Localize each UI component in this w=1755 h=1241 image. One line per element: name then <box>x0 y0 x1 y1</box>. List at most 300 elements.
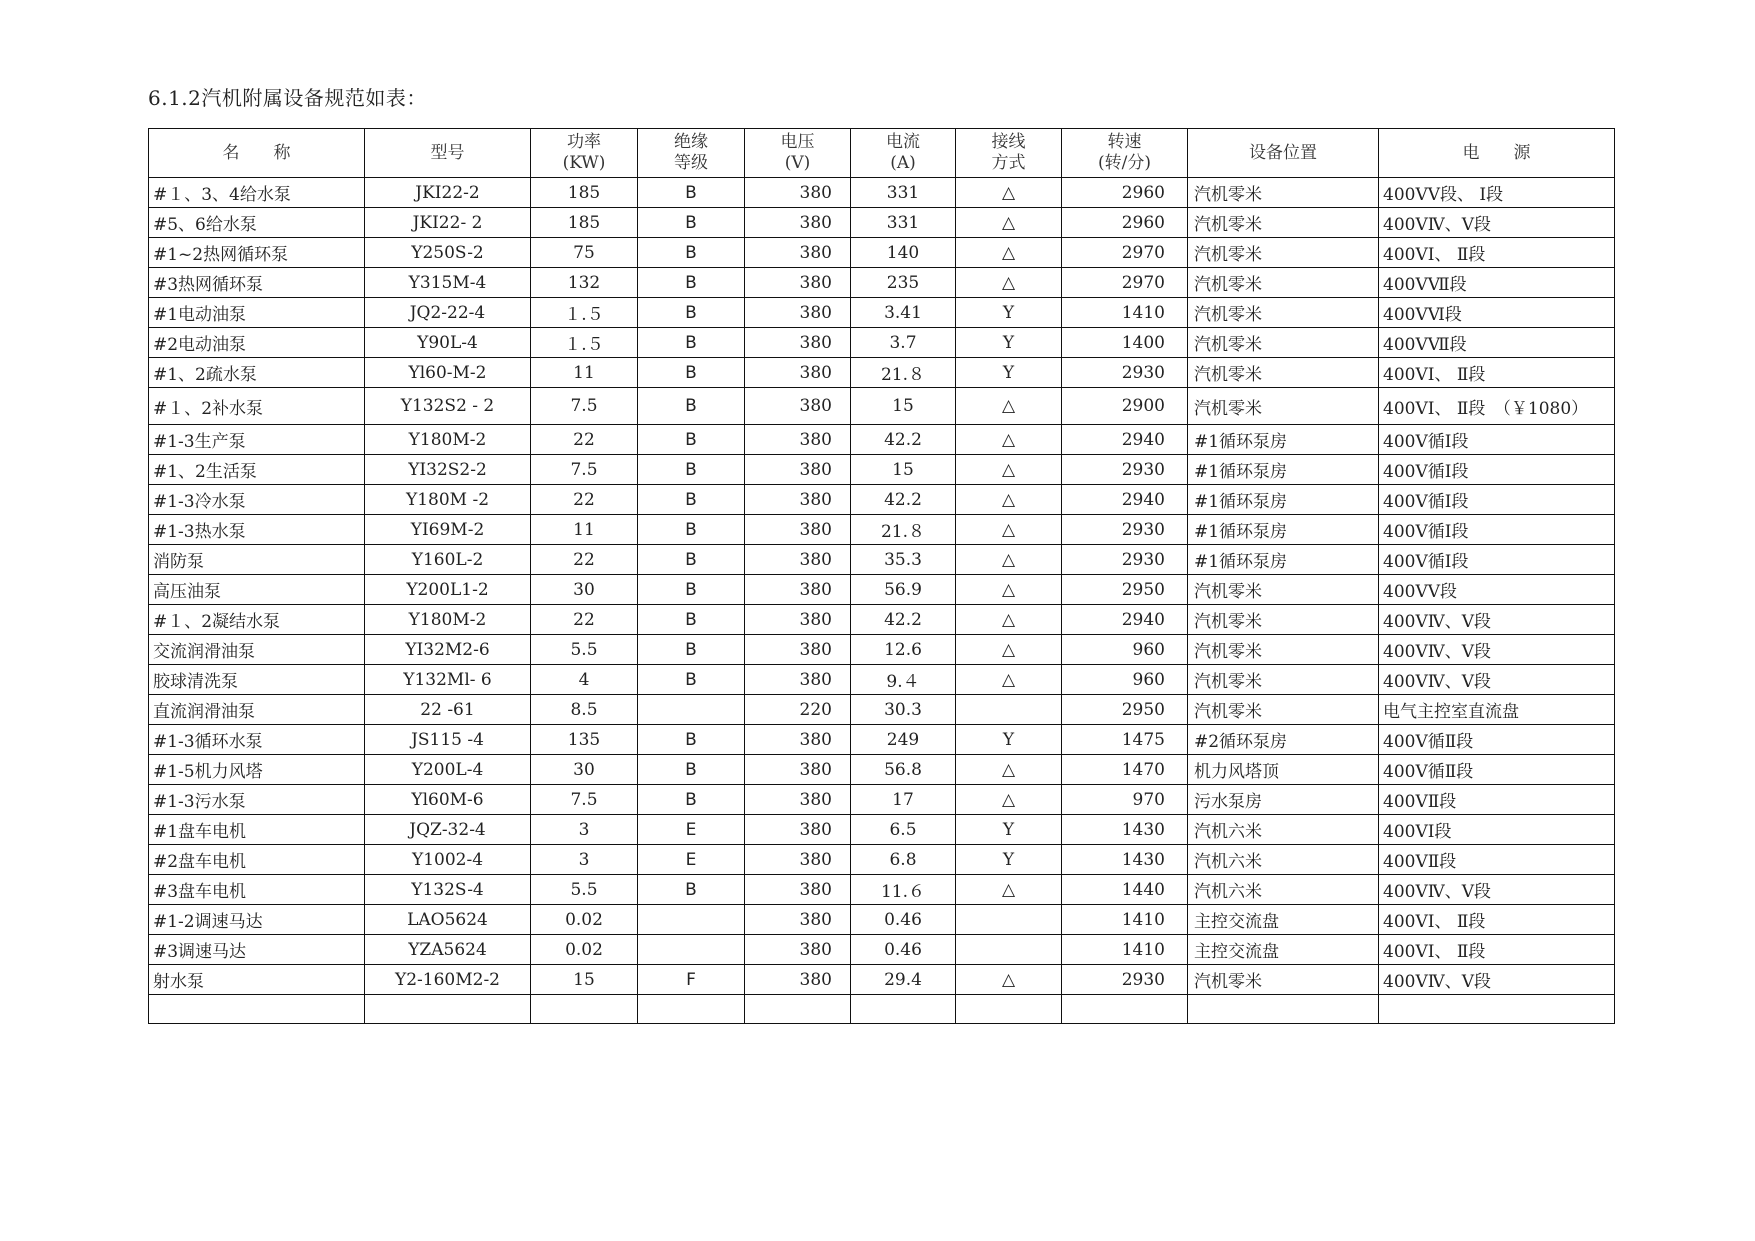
cell-name: #1盘车电机 <box>149 815 365 845</box>
cell-location: 汽机零米 <box>1188 665 1379 695</box>
cell-insulation <box>638 695 745 725</box>
column-header-line: 设备位置 <box>1249 142 1317 163</box>
cell-voltage: 220 <box>745 695 851 725</box>
cell-speed: 2970 <box>1062 238 1188 268</box>
cell-current: 6.5 <box>851 815 956 845</box>
cell-connection: Y <box>956 815 1062 845</box>
cell-current: 0.46 <box>851 935 956 965</box>
cell-power: 30 <box>531 755 638 785</box>
table-row <box>149 425 1615 455</box>
cell-model: Y250S-2 <box>365 238 531 268</box>
cell-voltage: 380 <box>745 298 851 328</box>
cell-insulation: B <box>638 755 745 785</box>
cell-location: 汽机零米 <box>1188 695 1379 725</box>
cell-power-source: 400VⅣ、Ⅴ段 <box>1379 605 1615 635</box>
cell-model: Yl60-M-2 <box>365 358 531 388</box>
empty-cell <box>638 995 745 1024</box>
cell-power-source: 400V循Ⅰ段 <box>1379 545 1615 575</box>
cell-name: 交流润滑油泵 <box>149 635 365 665</box>
cell-current: 12.6 <box>851 635 956 665</box>
cell-model: JQZ-32-4 <box>365 815 531 845</box>
table-row <box>149 575 1615 605</box>
cell-power-source: 400VⅥ段 <box>1379 298 1615 328</box>
cell-current: 331 <box>851 208 956 238</box>
cell-power-source: 电气主控室直流盘 <box>1379 695 1615 725</box>
cell-model: JQ2-22-4 <box>365 298 531 328</box>
cell-location: 汽机零米 <box>1188 178 1379 208</box>
cell-voltage: 380 <box>745 845 851 875</box>
cell-voltage: 380 <box>745 905 851 935</box>
cell-power-source: 400VⅤ段、 Ⅰ段 <box>1379 178 1615 208</box>
cell-model: Y2-160M2-2 <box>365 965 531 995</box>
cell-speed: 970 <box>1062 785 1188 815</box>
cell-connection <box>956 935 1062 965</box>
cell-location: 汽机六米 <box>1188 815 1379 845</box>
cell-power-source: 400V循Ⅰ段 <box>1379 455 1615 485</box>
cell-name: 射水泵 <box>149 965 365 995</box>
cell-location: 汽机零米 <box>1188 635 1379 665</box>
cell-insulation: B <box>638 545 745 575</box>
table-row <box>149 725 1615 755</box>
cell-connection: Y <box>956 725 1062 755</box>
cell-power-source: 400V循Ⅰ段 <box>1379 485 1615 515</box>
cell-name: 直流润滑油泵 <box>149 695 365 725</box>
cell-location: 机力风塔顶 <box>1188 755 1379 785</box>
column-header-insulation <box>638 129 745 178</box>
cell-speed: 1430 <box>1062 845 1188 875</box>
empty-table-row <box>149 995 1615 1024</box>
cell-power: 0.02 <box>531 935 638 965</box>
cell-power: 75 <box>531 238 638 268</box>
cell-connection: △ <box>956 575 1062 605</box>
cell-insulation: B <box>638 575 745 605</box>
cell-model: Y180M -2 <box>365 485 531 515</box>
empty-cell <box>149 995 365 1024</box>
table-row <box>149 785 1615 815</box>
cell-power: 11 <box>531 358 638 388</box>
cell-model: LAO5624 <box>365 905 531 935</box>
column-header-unit: 等级 <box>674 153 708 173</box>
cell-location: 汽机零米 <box>1188 208 1379 238</box>
cell-current: 30.3 <box>851 695 956 725</box>
cell-connection: △ <box>956 605 1062 635</box>
cell-insulation: F <box>638 965 745 995</box>
cell-speed: 2900 <box>1062 388 1188 425</box>
cell-location: 汽机零米 <box>1188 358 1379 388</box>
cell-location: 汽机零米 <box>1188 605 1379 635</box>
table-row <box>149 455 1615 485</box>
cell-model: YZA5624 <box>365 935 531 965</box>
cell-power: 0.02 <box>531 905 638 935</box>
cell-voltage: 380 <box>745 935 851 965</box>
cell-model: Y132Ml- 6 <box>365 665 531 695</box>
cell-model: YI32M2-6 <box>365 635 531 665</box>
cell-power: 15 <box>531 965 638 995</box>
cell-name: 高压油泵 <box>149 575 365 605</box>
cell-location: 汽机六米 <box>1188 875 1379 905</box>
cell-speed: 2940 <box>1062 605 1188 635</box>
cell-insulation: B <box>638 725 745 755</box>
cell-model: Y160L-2 <box>365 545 531 575</box>
cell-name: #１、2凝结水泵 <box>149 605 365 635</box>
cell-speed: 1475 <box>1062 725 1188 755</box>
cell-power-source: 400VⅣ、Ⅴ段 <box>1379 875 1615 905</box>
cell-current: 3.7 <box>851 328 956 358</box>
cell-power: 8.5 <box>531 695 638 725</box>
cell-model: JKI22-2 <box>365 178 531 208</box>
cell-current: 29.4 <box>851 965 956 995</box>
cell-power-source: 400VⅡ段 <box>1379 845 1615 875</box>
column-header-line: 电流 <box>886 132 920 152</box>
cell-name: #3盘车电机 <box>149 875 365 905</box>
cell-power-source: 400VⅣ、Ⅴ段 <box>1379 965 1615 995</box>
cell-power: 22 <box>531 485 638 515</box>
cell-power-source: 400VⅣ、Ⅴ段 <box>1379 208 1615 238</box>
cell-power: 132 <box>531 268 638 298</box>
cell-voltage: 380 <box>745 238 851 268</box>
cell-voltage: 380 <box>745 575 851 605</box>
cell-power-source: 400VⅦ段 <box>1379 268 1615 298</box>
empty-cell <box>1062 995 1188 1024</box>
cell-speed: 2950 <box>1062 695 1188 725</box>
cell-power: 5.5 <box>531 875 638 905</box>
cell-insulation: B <box>638 485 745 515</box>
cell-power-source: 400VⅠ段 <box>1379 815 1615 845</box>
empty-cell <box>745 995 851 1024</box>
cell-current: 15 <box>851 455 956 485</box>
cell-location: 汽机零米 <box>1188 238 1379 268</box>
cell-connection: △ <box>956 268 1062 298</box>
column-header-unit: (A) <box>890 153 916 173</box>
cell-power-source: 400VⅠ、 Ⅱ段 <box>1379 238 1615 268</box>
table-row <box>149 935 1615 965</box>
cell-power: 7.5 <box>531 388 638 425</box>
cell-power: 135 <box>531 725 638 755</box>
cell-power: 5.5 <box>531 635 638 665</box>
cell-connection <box>956 695 1062 725</box>
empty-cell <box>956 995 1062 1024</box>
table-row <box>149 545 1615 575</box>
cell-power: 3 <box>531 845 638 875</box>
cell-voltage: 380 <box>745 388 851 425</box>
cell-connection: Y <box>956 845 1062 875</box>
cell-connection: △ <box>956 455 1062 485</box>
cell-location: 汽机零米 <box>1188 965 1379 995</box>
cell-power-source: 400VⅠ、 Ⅱ段 <box>1379 358 1615 388</box>
cell-location: 汽机零米 <box>1188 388 1379 425</box>
cell-voltage: 380 <box>745 635 851 665</box>
cell-insulation: E <box>638 845 745 875</box>
cell-current: 249 <box>851 725 956 755</box>
cell-name: #1-3污水泵 <box>149 785 365 815</box>
table-row <box>149 755 1615 785</box>
column-header-model <box>365 129 531 178</box>
cell-location: 主控交流盘 <box>1188 935 1379 965</box>
cell-model: Yl60M-6 <box>365 785 531 815</box>
cell-voltage: 380 <box>745 425 851 455</box>
cell-location: #1循环泵房 <box>1188 515 1379 545</box>
cell-power-source: 400VⅣ、Ⅴ段 <box>1379 665 1615 695</box>
cell-current: 21.８ <box>851 358 956 388</box>
cell-speed: 2960 <box>1062 208 1188 238</box>
cell-connection <box>956 905 1062 935</box>
cell-model: YI69M-2 <box>365 515 531 545</box>
cell-current: 3.41 <box>851 298 956 328</box>
cell-name: #3热网循环泵 <box>149 268 365 298</box>
cell-current: 235 <box>851 268 956 298</box>
cell-speed: 2930 <box>1062 455 1188 485</box>
cell-connection: Y <box>956 298 1062 328</box>
cell-location: #2循环泵房 <box>1188 725 1379 755</box>
cell-insulation <box>638 905 745 935</box>
cell-connection: △ <box>956 545 1062 575</box>
cell-voltage: 380 <box>745 755 851 785</box>
cell-name: #1-3热水泵 <box>149 515 365 545</box>
cell-name: #2盘车电机 <box>149 845 365 875</box>
column-header-line: 转速 <box>1107 132 1142 152</box>
cell-location: #1循环泵房 <box>1188 455 1379 485</box>
cell-insulation: B <box>638 238 745 268</box>
table-row <box>149 298 1615 328</box>
cell-name: #1、2生活泵 <box>149 455 365 485</box>
cell-speed: 2930 <box>1062 358 1188 388</box>
cell-power-source: 400VⅠ、 Ⅱ段 （￥1080） <box>1379 388 1615 425</box>
cell-insulation: E <box>638 815 745 845</box>
table-body <box>149 178 1615 1024</box>
cell-connection: △ <box>956 485 1062 515</box>
cell-name: 消防泵 <box>149 545 365 575</box>
cell-power: 7.5 <box>531 785 638 815</box>
cell-insulation: B <box>638 298 745 328</box>
cell-speed: 1470 <box>1062 755 1188 785</box>
column-header-line: 电 源 <box>1462 142 1531 163</box>
cell-power-source: 400VⅠ、 Ⅱ段 <box>1379 905 1615 935</box>
cell-current: 21.８ <box>851 515 956 545</box>
cell-voltage: 380 <box>745 485 851 515</box>
cell-power: １.５ <box>531 328 638 358</box>
cell-speed: 1410 <box>1062 905 1188 935</box>
cell-model: Y180M-2 <box>365 425 531 455</box>
cell-speed: 2940 <box>1062 425 1188 455</box>
cell-model: JS115 -4 <box>365 725 531 755</box>
cell-insulation: B <box>638 268 745 298</box>
cell-name: #１、3、4给水泵 <box>149 178 365 208</box>
cell-insulation: B <box>638 328 745 358</box>
cell-location: 汽机六米 <box>1188 845 1379 875</box>
cell-connection: Y <box>956 358 1062 388</box>
column-header-power <box>531 129 638 178</box>
cell-power-source: 400VⅣ、Ⅴ段 <box>1379 635 1615 665</box>
cell-name: #1~2热网循环泵 <box>149 238 365 268</box>
cell-power-source: 400V循Ⅱ段 <box>1379 755 1615 785</box>
table-row <box>149 905 1615 935</box>
cell-connection: Y <box>956 328 1062 358</box>
cell-name: #1-3冷水泵 <box>149 485 365 515</box>
cell-power-source: 400V循Ⅰ段 <box>1379 515 1615 545</box>
cell-current: 6.8 <box>851 845 956 875</box>
cell-model: Y200L1-2 <box>365 575 531 605</box>
cell-name: #1-2调速马达 <box>149 905 365 935</box>
cell-voltage: 380 <box>745 515 851 545</box>
cell-connection: △ <box>956 515 1062 545</box>
table-row <box>149 388 1615 425</box>
column-header-unit: 方式 <box>991 153 1026 173</box>
cell-insulation: B <box>638 208 745 238</box>
cell-current: 17 <box>851 785 956 815</box>
empty-cell <box>1379 995 1615 1024</box>
table-row <box>149 965 1615 995</box>
column-header-location <box>1188 129 1379 178</box>
table-row <box>149 845 1615 875</box>
cell-location: #1循环泵房 <box>1188 545 1379 575</box>
cell-power: 185 <box>531 178 638 208</box>
cell-power-source: 400VⅡ段 <box>1379 785 1615 815</box>
cell-current: 140 <box>851 238 956 268</box>
cell-voltage: 380 <box>745 815 851 845</box>
table-row <box>149 605 1615 635</box>
table-row <box>149 485 1615 515</box>
cell-current: 11.６ <box>851 875 956 905</box>
cell-model: Y132S-4 <box>365 875 531 905</box>
cell-voltage: 380 <box>745 965 851 995</box>
cell-name: #5、6给水泵 <box>149 208 365 238</box>
cell-voltage: 380 <box>745 725 851 755</box>
column-header-connection <box>956 129 1062 178</box>
column-header-voltage <box>745 129 851 178</box>
cell-voltage: 380 <box>745 605 851 635</box>
cell-speed: 1430 <box>1062 815 1188 845</box>
cell-location: 汽机零米 <box>1188 298 1379 328</box>
cell-voltage: 380 <box>745 358 851 388</box>
table-row <box>149 208 1615 238</box>
cell-voltage: 380 <box>745 785 851 815</box>
cell-model: Y315M-4 <box>365 268 531 298</box>
cell-power: 185 <box>531 208 638 238</box>
empty-cell <box>531 995 638 1024</box>
cell-current: 56.8 <box>851 755 956 785</box>
cell-speed: 2930 <box>1062 545 1188 575</box>
cell-insulation: B <box>638 785 745 815</box>
cell-voltage: 380 <box>745 268 851 298</box>
cell-model: YI32S2-2 <box>365 455 531 485</box>
cell-location: 污水泵房 <box>1188 785 1379 815</box>
table-row <box>149 178 1615 208</box>
cell-insulation: B <box>638 635 745 665</box>
cell-current: 42.2 <box>851 485 956 515</box>
column-header-power-source <box>1379 129 1615 178</box>
cell-current: 0.46 <box>851 905 956 935</box>
cell-insulation: B <box>638 665 745 695</box>
cell-location: #1循环泵房 <box>1188 425 1379 455</box>
cell-power-source: 400VⅦ段 <box>1379 328 1615 358</box>
cell-insulation: B <box>638 875 745 905</box>
cell-power-source: 400V循Ⅰ段 <box>1379 425 1615 455</box>
table-row <box>149 268 1615 298</box>
equipment-spec-table <box>148 128 1615 1024</box>
cell-speed: 2950 <box>1062 575 1188 605</box>
cell-location: 主控交流盘 <box>1188 905 1379 935</box>
cell-speed: 1410 <box>1062 935 1188 965</box>
cell-voltage: 380 <box>745 455 851 485</box>
cell-speed: 960 <box>1062 635 1188 665</box>
cell-insulation: B <box>638 358 745 388</box>
cell-insulation: B <box>638 455 745 485</box>
cell-power: 4 <box>531 665 638 695</box>
cell-speed: 2930 <box>1062 965 1188 995</box>
table-row <box>149 695 1615 725</box>
cell-model: Y1002-4 <box>365 845 531 875</box>
cell-connection: △ <box>956 755 1062 785</box>
column-header-line: 功率 <box>567 132 601 152</box>
cell-location: 汽机零米 <box>1188 328 1379 358</box>
cell-current: 15 <box>851 388 956 425</box>
cell-name: #3调速马达 <box>149 935 365 965</box>
table-row <box>149 328 1615 358</box>
cell-insulation: B <box>638 178 745 208</box>
empty-cell <box>365 995 531 1024</box>
section-heading: 6.1.2汽机附属设备规范如表： <box>148 86 427 110</box>
cell-name: #1-3循环水泵 <box>149 725 365 755</box>
table-row <box>149 635 1615 665</box>
table-row <box>149 515 1615 545</box>
table-row <box>149 815 1615 845</box>
cell-power: 22 <box>531 605 638 635</box>
empty-cell <box>851 995 956 1024</box>
cell-current: 9.４ <box>851 665 956 695</box>
cell-current: 331 <box>851 178 956 208</box>
column-header-unit: (V) <box>784 153 811 173</box>
column-header-line: 绝缘 <box>674 132 708 152</box>
table-row <box>149 238 1615 268</box>
cell-insulation: B <box>638 388 745 425</box>
cell-current: 35.3 <box>851 545 956 575</box>
cell-location: 汽机零米 <box>1188 268 1379 298</box>
cell-insulation <box>638 935 745 965</box>
cell-name: #2电动油泵 <box>149 328 365 358</box>
table-row <box>149 358 1615 388</box>
cell-voltage: 380 <box>745 178 851 208</box>
column-header-line: 名 称 <box>222 142 291 163</box>
cell-voltage: 380 <box>745 545 851 575</box>
cell-current: 42.2 <box>851 605 956 635</box>
cell-power: 22 <box>531 545 638 575</box>
cell-voltage: 380 <box>745 328 851 358</box>
cell-power: 22 <box>531 425 638 455</box>
cell-speed: 2930 <box>1062 515 1188 545</box>
cell-power: 30 <box>531 575 638 605</box>
column-header-line: 电压 <box>780 132 815 152</box>
column-header-name <box>149 129 365 178</box>
cell-connection: △ <box>956 425 1062 455</box>
table-header-row <box>149 129 1615 178</box>
cell-model: Y132S2 - 2 <box>365 388 531 425</box>
cell-power-source: 400VⅤ段 <box>1379 575 1615 605</box>
cell-name: #1、2疏水泵 <box>149 358 365 388</box>
cell-voltage: 380 <box>745 665 851 695</box>
cell-model: Y180M-2 <box>365 605 531 635</box>
column-header-current <box>851 129 956 178</box>
cell-power-source: 400V循Ⅱ段 <box>1379 725 1615 755</box>
cell-power: 7.5 <box>531 455 638 485</box>
cell-name: 胶球清洗泵 <box>149 665 365 695</box>
cell-voltage: 380 <box>745 875 851 905</box>
cell-power: 11 <box>531 515 638 545</box>
cell-power-source: 400VⅠ、 Ⅱ段 <box>1379 935 1615 965</box>
cell-model: Y200L-4 <box>365 755 531 785</box>
cell-speed: 2970 <box>1062 268 1188 298</box>
cell-voltage: 380 <box>745 208 851 238</box>
cell-speed: 1440 <box>1062 875 1188 905</box>
